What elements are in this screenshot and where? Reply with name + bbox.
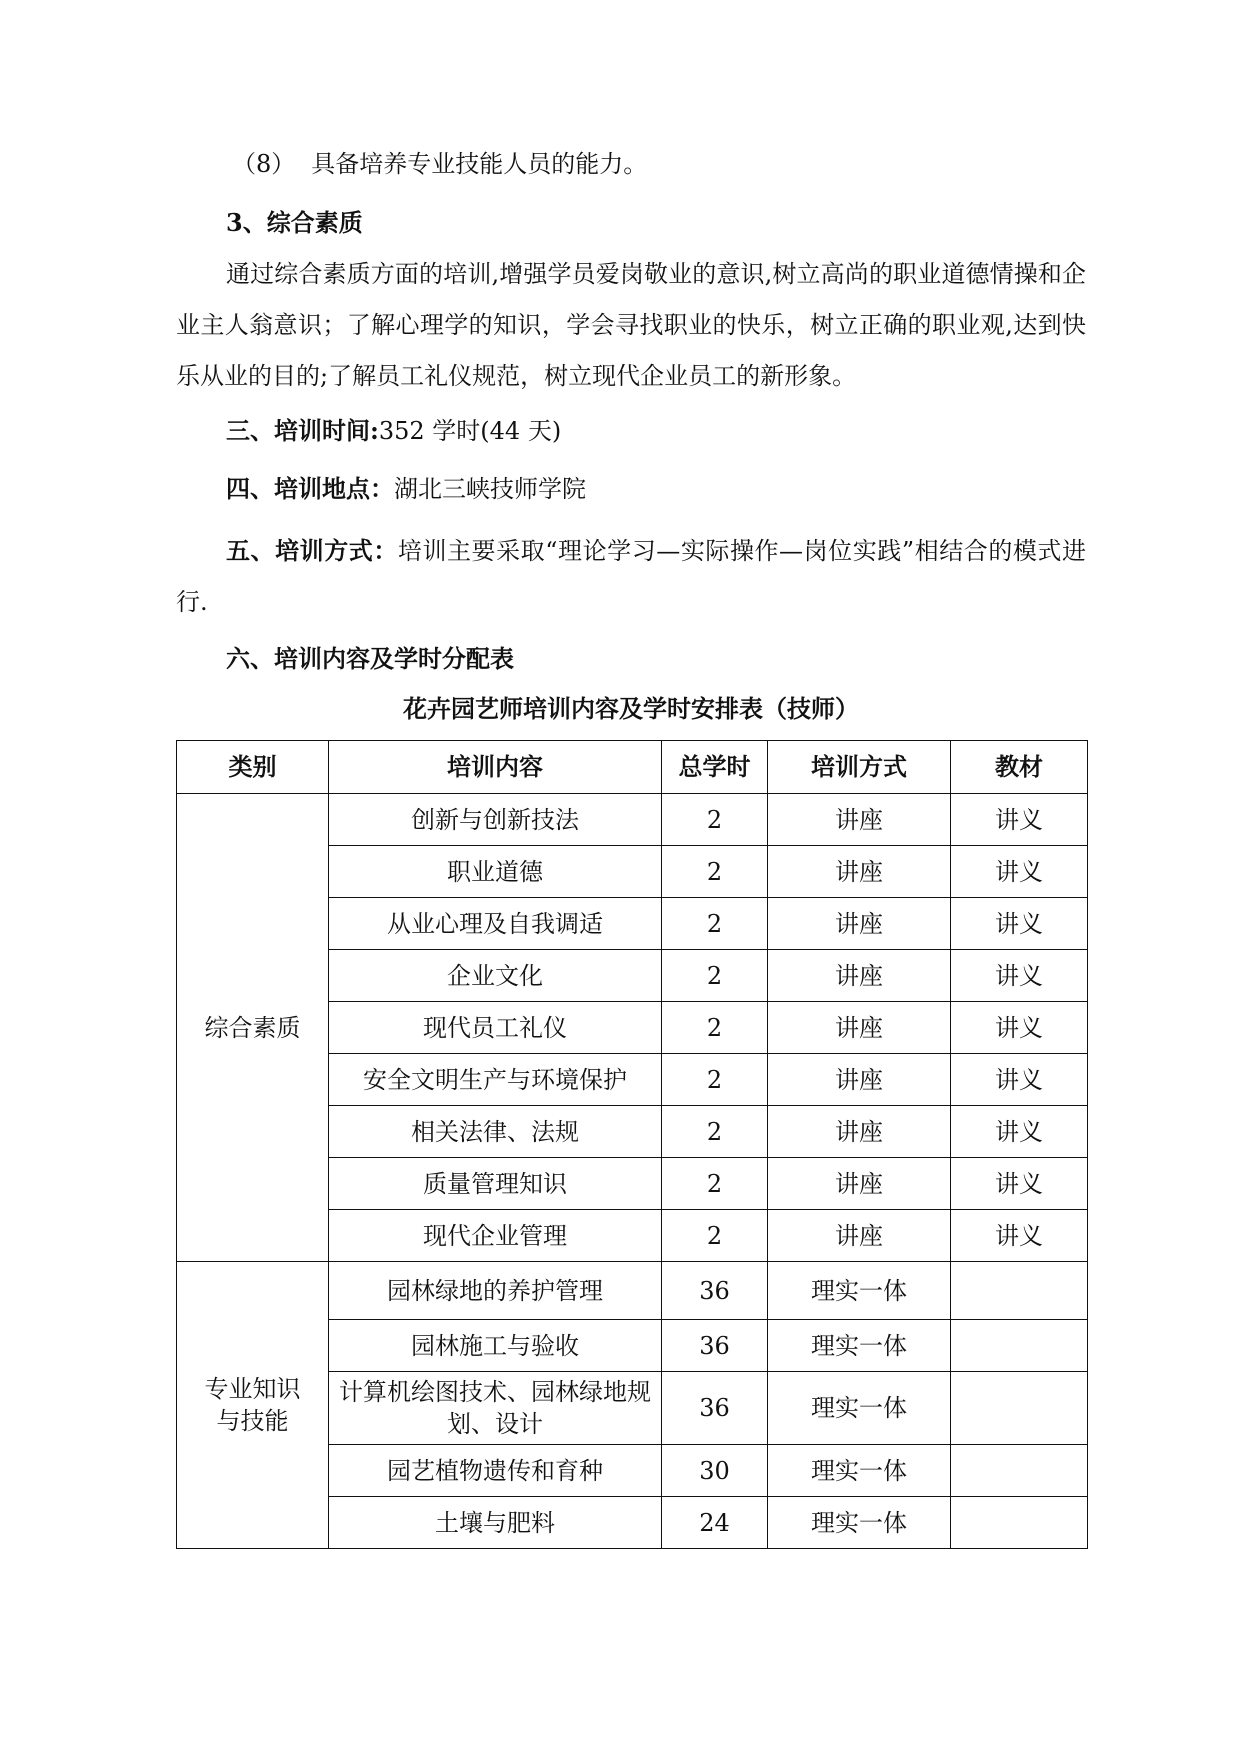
header-material: 教材	[951, 741, 1088, 794]
mode-cell: 讲座	[768, 1158, 951, 1210]
training-method-label: 五、培训方式：	[226, 536, 398, 565]
material-cell: 讲义	[951, 794, 1088, 846]
content-cell: 创新与创新技法	[329, 794, 662, 846]
hours-cell: 2	[662, 846, 768, 898]
mode-cell: 讲座	[768, 950, 951, 1002]
material-cell: 讲义	[951, 846, 1088, 898]
hours-cell: 36	[662, 1372, 768, 1445]
header-mode: 培训方式	[768, 741, 951, 794]
schedule-table	[176, 740, 1088, 1549]
content-cell: 从业心理及自我调适	[329, 898, 662, 950]
mode-cell: 讲座	[768, 898, 951, 950]
training-time-value: 352 学时(44 天)	[378, 417, 562, 445]
content-cell: 计算机绘图技术、园林绿地规划、设计	[329, 1372, 662, 1445]
section-3-body: 通过综合素质方面的培训,增强学员爱岗敬业的意识,树立高尚的职业道德情操和企业主人翁意识；了解心理学的知识，学会寻找职业的快乐，树立正确的职业观,达到快乐从业的目的;了解员工礼仪规范，树立现代企业员工的新形象。	[176, 260, 1086, 390]
hours-cell: 2	[662, 1158, 768, 1210]
training-method-value: 培训主要采取“理论学习—实际操作—岗位实践”相结合的模式进行.	[176, 537, 1086, 616]
hours-cell: 2	[662, 950, 768, 1002]
material-cell: 讲义	[951, 1002, 1088, 1054]
content-cell: 企业文化	[329, 950, 662, 1002]
training-place	[226, 472, 586, 506]
training-time-label: 三、培训时间:	[226, 416, 379, 445]
table-caption: 花卉园艺师培训内容及学时安排表（技师）	[403, 694, 859, 723]
material-cell: 讲义	[951, 1210, 1088, 1262]
hours-cell: 24	[662, 1497, 768, 1549]
mode-cell: 理实一体	[768, 1445, 951, 1497]
hours-cell: 2	[662, 1002, 768, 1054]
mode-cell: 讲座	[768, 1210, 951, 1262]
content-cell: 现代企业管理	[329, 1210, 662, 1262]
content-cell: 园林施工与验收	[329, 1320, 662, 1372]
hours-cell: 30	[662, 1445, 768, 1497]
content-cell: 质量管理知识	[329, 1158, 662, 1210]
mode-cell: 讲座	[768, 1054, 951, 1106]
header-hours: 总学时	[662, 741, 768, 794]
category-cell: 综合素质	[177, 794, 329, 1262]
material-cell	[951, 1372, 1088, 1445]
hours-cell: 36	[662, 1262, 768, 1320]
content-cell: 园艺植物遗传和育种	[329, 1445, 662, 1497]
mode-cell: 理实一体	[768, 1497, 951, 1549]
material-cell: 讲义	[951, 1158, 1088, 1210]
item-8	[232, 147, 647, 181]
hours-cell: 2	[662, 1106, 768, 1158]
hours-cell: 36	[662, 1320, 768, 1372]
header-category: 类别	[177, 741, 329, 794]
material-cell	[951, 1497, 1088, 1549]
content-cell: 土壤与肥料	[329, 1497, 662, 1549]
training-place-label: 四、培训地点：	[226, 474, 394, 503]
material-cell: 讲义	[951, 898, 1088, 950]
mode-cell: 理实一体	[768, 1320, 951, 1372]
item-8-number: （8）	[232, 150, 296, 178]
material-cell	[951, 1320, 1088, 1372]
training-time	[226, 414, 561, 448]
material-cell: 讲义	[951, 950, 1088, 1002]
table-header-row	[177, 741, 1088, 794]
item-8-text: 具备培养专业技能人员的能力。	[311, 150, 648, 178]
table-row	[177, 1262, 1088, 1320]
mode-cell: 讲座	[768, 1002, 951, 1054]
table-row	[177, 794, 1088, 846]
material-cell	[951, 1445, 1088, 1497]
hours-cell: 2	[662, 1210, 768, 1262]
training-place-value: 湖北三峡技师学院	[394, 475, 586, 503]
section-6-heading: 六、培训内容及学时分配表	[226, 644, 514, 673]
content-cell: 职业道德	[329, 846, 662, 898]
mode-cell: 讲座	[768, 1106, 951, 1158]
content-cell: 现代员工礼仪	[329, 1002, 662, 1054]
mode-cell: 讲座	[768, 794, 951, 846]
content-cell: 安全文明生产与环境保护	[329, 1054, 662, 1106]
material-cell: 讲义	[951, 1054, 1088, 1106]
hours-cell: 2	[662, 1054, 768, 1106]
header-content: 培训内容	[329, 741, 662, 794]
mode-cell: 理实一体	[768, 1372, 951, 1445]
material-cell: 讲义	[951, 1106, 1088, 1158]
mode-cell: 理实一体	[768, 1262, 951, 1320]
category-cell: 专业知识与技能	[177, 1262, 329, 1549]
content-cell: 园林绿地的养护管理	[329, 1262, 662, 1320]
hours-cell: 2	[662, 794, 768, 846]
mode-cell: 讲座	[768, 846, 951, 898]
training-method	[176, 525, 1086, 628]
material-cell	[951, 1262, 1088, 1320]
content-cell: 相关法律、法规	[329, 1106, 662, 1158]
hours-cell: 2	[662, 898, 768, 950]
section-3-heading: 3、综合素质	[226, 208, 363, 237]
